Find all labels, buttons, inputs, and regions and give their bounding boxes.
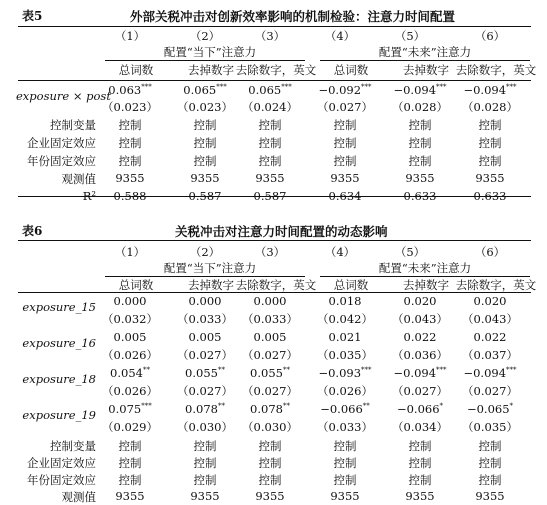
table5-row-label: R² — [82, 189, 96, 203]
table6-col-number: （6） — [474, 245, 506, 259]
table5-cell: 控制 — [478, 118, 502, 132]
significance-stars: * — [439, 402, 444, 411]
table6-se-cell: （0.029） — [102, 420, 158, 434]
table5-label: 表5 — [22, 9, 43, 23]
coef-value: 0.018 — [328, 294, 362, 308]
table5-cell: 控制 — [408, 154, 432, 168]
table6-row-label: 观测值 — [61, 490, 96, 504]
table6-coef-cell — [235, 402, 305, 416]
table6-se-cell: （0.034） — [392, 420, 448, 434]
table6-col-subhead: 去掉数字 — [188, 278, 234, 292]
significance-stars: *** — [216, 83, 227, 92]
table5-group-now: 配置“当下”注意力 — [163, 45, 257, 59]
significance-stars: ** — [282, 366, 290, 375]
table6-group-future: 配置“未来”注意力 — [378, 261, 472, 275]
table5-cell: 0.633 — [403, 189, 437, 203]
table6-cell: 控制 — [408, 456, 432, 470]
table6-se-cell: （0.027） — [392, 384, 448, 398]
table5-row-label: 观测值 — [61, 172, 96, 186]
table6-cell: 控制 — [258, 456, 282, 470]
table5-col-subhead: 去掉数字 — [188, 63, 234, 77]
table6-cell: 控制 — [408, 473, 432, 487]
table6-se-cell: （0.026） — [317, 384, 373, 398]
table6-se-cell: （0.027） — [177, 384, 233, 398]
coef-value: 0.055 — [250, 366, 283, 380]
table6-coef-cell — [235, 366, 305, 380]
table5-cell: 控制 — [118, 136, 142, 150]
table6-title: 关税冲击对注意力时间配置的动态影响 — [175, 224, 388, 239]
table6-coef-cell — [310, 330, 380, 344]
table5-se-cell: （0.028） — [462, 100, 518, 114]
table6-coef-cell — [95, 330, 165, 344]
table5-se-cell: （0.028） — [392, 100, 448, 114]
coef-value: 0.020 — [473, 294, 507, 308]
table5-col-number: （4） — [324, 29, 356, 43]
table6-header-rule — [18, 292, 531, 293]
table6-se-cell: （0.027） — [177, 348, 233, 362]
coef-value: −0.092 — [318, 83, 362, 97]
table6-col-subhead: 总词数 — [333, 278, 369, 292]
table5-cell: 控制 — [408, 118, 432, 132]
significance-stars: *** — [361, 366, 372, 375]
coef-value: 0.054 — [110, 366, 143, 380]
table5-cell: 9355 — [190, 171, 220, 185]
table6-top-rule — [18, 240, 531, 241]
coef-value: 0.055 — [185, 366, 218, 380]
coef-value: −0.065 — [466, 402, 510, 416]
coef-value: −0.093 — [318, 366, 362, 380]
table5-row-label: 企业固定效应 — [27, 136, 96, 150]
table5-coef-cell — [385, 83, 455, 97]
table5-row-label: 控制变量 — [50, 118, 96, 132]
table5-bottom-rule — [18, 196, 531, 197]
table6-coef-cell — [170, 366, 240, 380]
table5-cell: 控制 — [478, 154, 502, 168]
table6-cell: 控制 — [118, 439, 142, 453]
table6-se-cell: （0.026） — [102, 348, 158, 362]
significance-stars: *** — [436, 366, 447, 375]
table5-se-cell: （0.023） — [102, 100, 158, 114]
significance-stars: * — [509, 402, 514, 411]
coef-value: 0.005 — [188, 330, 222, 344]
table6-cell: 控制 — [258, 473, 282, 487]
table6-cell: 控制 — [258, 439, 282, 453]
table6-cell: 控制 — [478, 439, 502, 453]
table6-se-cell: （0.043） — [462, 312, 518, 326]
significance-stars: *** — [361, 83, 372, 92]
significance-stars: ** — [217, 366, 225, 375]
coef-value: 0.063 — [108, 83, 142, 97]
significance-stars: ** — [142, 366, 150, 375]
table6-se-cell: （0.033） — [177, 312, 233, 326]
table6-row-label: exposure_15 — [22, 300, 96, 314]
table6-col-subhead: 总词数 — [118, 278, 154, 292]
table5-col-subhead: 去除数字，英文 — [455, 63, 537, 77]
table6-se-cell: （0.032） — [102, 312, 158, 326]
table5-col-subhead: 去掉数字 — [403, 63, 449, 77]
table6-cell: 9355 — [190, 489, 220, 503]
table5-cell: 控制 — [193, 154, 217, 168]
coef-value: 0.022 — [473, 330, 507, 344]
table5-cell: 控制 — [333, 136, 357, 150]
table5-col-subhead: 去除数字，英文 — [235, 63, 317, 77]
significance-stars: *** — [436, 83, 447, 92]
table6-label: 表6 — [22, 224, 43, 238]
table5-coef-cell — [310, 83, 380, 97]
table5-se-cell: （0.024） — [242, 100, 298, 114]
table6-col-subhead: 去除数字，英文 — [235, 278, 317, 292]
table6-se-cell: （0.030） — [177, 420, 233, 434]
table5-cell: 0.588 — [113, 189, 147, 203]
table5-cell: 控制 — [258, 136, 282, 150]
coef-value: −0.094 — [463, 366, 507, 380]
table6-cell: 9355 — [115, 489, 145, 503]
significance-stars: *** — [141, 83, 152, 92]
table6-coef-cell — [385, 402, 455, 416]
table5-col-number: （5） — [394, 29, 426, 43]
table6-row-label: 年份固定效应 — [27, 473, 96, 487]
table5-se-cell: （0.027） — [317, 100, 373, 114]
table5-header-rule — [18, 80, 531, 81]
table6-cell: 控制 — [118, 456, 142, 470]
table6-se-cell: （0.033） — [317, 420, 373, 434]
table6-coef-cell — [235, 330, 305, 344]
coef-value: −0.094 — [393, 83, 437, 97]
table5-col-number: （3） — [254, 29, 286, 43]
table6-cell: 控制 — [193, 456, 217, 470]
coef-value: −0.094 — [463, 83, 507, 97]
table5-group-future-rule — [320, 60, 530, 61]
table6-coef-cell — [455, 294, 525, 308]
table5-col-number: （2） — [189, 29, 221, 43]
table6-se-cell: （0.027） — [462, 384, 518, 398]
table5-group-future: 配置“未来”注意力 — [378, 45, 472, 59]
table5-cell: 控制 — [478, 136, 502, 150]
table6-se-cell: （0.035） — [462, 420, 518, 434]
table5-cell: 9355 — [475, 171, 505, 185]
table6-se-cell: （0.036） — [392, 348, 448, 362]
table6-cell: 9355 — [405, 489, 435, 503]
coef-value: 0.000 — [113, 294, 147, 308]
table6-col-number: （1） — [114, 245, 146, 259]
table5-coef-cell — [170, 83, 240, 97]
table6-cell: 控制 — [478, 473, 502, 487]
table6-se-cell: （0.042） — [317, 312, 373, 326]
table6-cell: 控制 — [333, 439, 357, 453]
table6-col-number: （4） — [324, 245, 356, 259]
table6-group-now: 配置“当下”注意力 — [163, 261, 257, 275]
table5-cell: 控制 — [193, 136, 217, 150]
table5-row-label: exposure × post — [16, 89, 111, 103]
significance-stars: *** — [281, 83, 292, 92]
table6-se-cell: （0.043） — [392, 312, 448, 326]
coef-value: 0.000 — [188, 294, 222, 308]
table5-title: 外部关税冲击对创新效率影响的机制检验：注意力时间配置 — [130, 9, 456, 24]
table5-top-rule — [18, 26, 531, 27]
significance-stars: *** — [141, 402, 152, 411]
table6-se-cell: （0.027） — [242, 348, 298, 362]
table5-group-now-rule — [105, 60, 305, 61]
table5-cell: 9355 — [115, 171, 145, 185]
significance-stars: ** — [362, 402, 370, 411]
table5-cell: 9355 — [330, 171, 360, 185]
coef-value: 0.065 — [183, 83, 217, 97]
table6-se-cell: （0.030） — [242, 420, 298, 434]
table6-row-label: 控制变量 — [50, 439, 96, 453]
table5-cell: 0.587 — [253, 189, 287, 203]
table5-cell: 0.633 — [473, 189, 507, 203]
table6-cell: 9355 — [330, 489, 360, 503]
table6-coef-cell — [385, 294, 455, 308]
table6-col-number: （5） — [394, 245, 426, 259]
table6-cell: 控制 — [333, 456, 357, 470]
significance-stars: ** — [217, 402, 225, 411]
table6-se-cell: （0.033） — [242, 312, 298, 326]
table6-row-label: exposure_18 — [22, 372, 96, 386]
table6-coef-cell — [310, 402, 380, 416]
table6-coef-cell — [455, 366, 525, 380]
table6-coef-cell — [455, 402, 525, 416]
table5-cell: 控制 — [118, 154, 142, 168]
table5-cell: 0.634 — [328, 189, 362, 203]
table5-cell: 控制 — [258, 118, 282, 132]
table5-cell: 控制 — [333, 154, 357, 168]
coef-value: −0.066 — [396, 402, 440, 416]
table6-cell: 控制 — [408, 439, 432, 453]
table5-se-cell: （0.023） — [177, 100, 233, 114]
table6-row-label: 企业固定效应 — [27, 456, 96, 470]
table6-coef-cell — [95, 294, 165, 308]
table5-cell: 控制 — [408, 136, 432, 150]
table5-coef-cell — [235, 83, 305, 97]
table6-col-number: （2） — [189, 245, 221, 259]
table6-se-cell: （0.026） — [102, 384, 158, 398]
table6-coef-cell — [95, 402, 165, 416]
table6-cell: 控制 — [478, 456, 502, 470]
table6-se-cell: （0.027） — [242, 384, 298, 398]
table5-coef-cell — [95, 83, 165, 97]
table6-cell: 控制 — [193, 473, 217, 487]
table5-col-number: （1） — [114, 29, 146, 43]
table5-col-number: （6） — [474, 29, 506, 43]
coef-value: 0.005 — [253, 330, 287, 344]
table6-col-number: （3） — [254, 245, 286, 259]
table6-cell: 控制 — [193, 439, 217, 453]
table6-coef-cell — [310, 294, 380, 308]
table5-cell: 控制 — [193, 118, 217, 132]
table6-coef-cell — [170, 294, 240, 308]
table5-col-subhead: 总词数 — [118, 63, 154, 77]
table5-col-subhead: 总词数 — [333, 63, 369, 77]
coef-value: 0.000 — [253, 294, 287, 308]
coef-value: 0.078 — [185, 402, 218, 416]
table5-cell: 9355 — [255, 171, 285, 185]
table5-cell: 控制 — [333, 118, 357, 132]
table6-coef-cell — [170, 402, 240, 416]
table6-se-cell: （0.037） — [462, 348, 518, 362]
table6-cell: 9355 — [255, 489, 285, 503]
table6-row-label: exposure_16 — [22, 336, 96, 350]
table5-coef-cell — [455, 83, 525, 97]
table6-se-cell: （0.035） — [317, 348, 373, 362]
table6-coef-cell — [95, 366, 165, 380]
table6-coef-cell — [170, 330, 240, 344]
table6-col-subhead: 去除数字，英文 — [455, 278, 537, 292]
coef-value: −0.094 — [393, 366, 437, 380]
significance-stars: *** — [506, 83, 517, 92]
significance-stars: *** — [506, 366, 517, 375]
table5-cell: 0.587 — [188, 189, 222, 203]
table6-coef-cell — [385, 330, 455, 344]
coef-value: 0.005 — [113, 330, 147, 344]
coef-value: 0.021 — [328, 330, 362, 344]
table5-cell: 9355 — [405, 171, 435, 185]
coef-value: 0.078 — [250, 402, 283, 416]
coef-value: 0.020 — [403, 294, 437, 308]
table5-cell: 控制 — [258, 154, 282, 168]
coef-value: −0.066 — [320, 402, 363, 416]
table6-col-subhead: 去掉数字 — [403, 278, 449, 292]
table5-cell: 控制 — [118, 118, 142, 132]
table6-coef-cell — [235, 294, 305, 308]
coef-value: 0.065 — [248, 83, 282, 97]
table6-coef-cell — [455, 330, 525, 344]
coef-value: 0.022 — [403, 330, 437, 344]
table6-row-label: exposure_19 — [22, 408, 96, 422]
table6-cell: 控制 — [333, 473, 357, 487]
table6-cell: 控制 — [118, 473, 142, 487]
table6-coef-cell — [385, 366, 455, 380]
table6-cell: 9355 — [475, 489, 505, 503]
table5-row-label: 年份固定效应 — [27, 154, 96, 168]
significance-stars: ** — [282, 402, 290, 411]
coef-value: 0.075 — [108, 402, 142, 416]
table6-coef-cell — [310, 366, 380, 380]
